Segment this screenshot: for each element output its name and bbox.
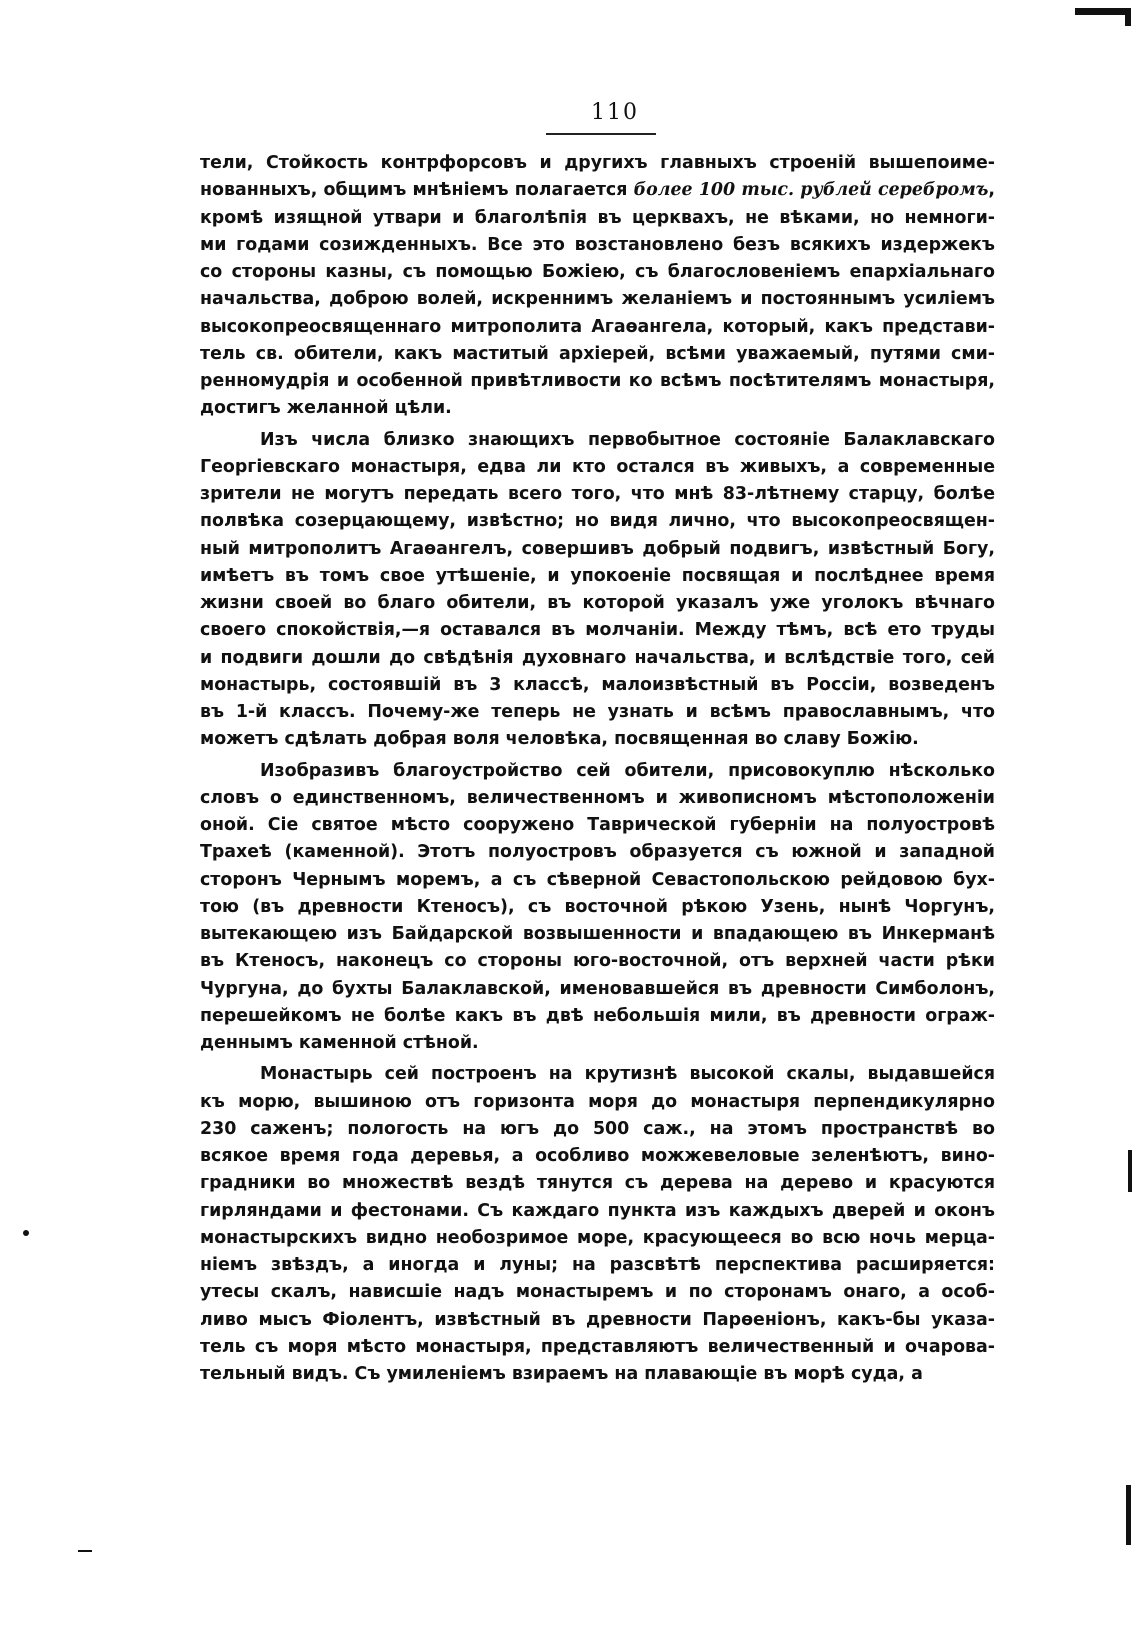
scan-artifact-left-dot — [23, 1230, 29, 1236]
text-line: тели, Стойкость контрфорсовъ и другихъ главныхъ строеній вышепоиме- — [200, 153, 995, 173]
text-line: 230 саженъ; пологость на югъ до 500 саж., на этомъ пространствѣ во — [200, 1118, 995, 1139]
text-line: полвѣка созерцающему, извѣстно; но видя лично, что высокопреосвящен- — [200, 511, 995, 532]
scan-artifact-top-right — [1075, 8, 1130, 15]
text-line: Трахеѣ (каменной). Этотъ полуостровъ образуется съ южной и западной — [200, 842, 995, 863]
text-line: ный митрополитъ Агаѳангелъ, совершивъ добрый подвигъ, извѣстный Богу, — [200, 538, 995, 559]
text-line: кромѣ изящной утвари и благолѣпія въ церквахъ, не вѣками, но немноги- — [200, 207, 995, 228]
scan-artifact-right-edge-1 — [1128, 1150, 1132, 1192]
page-number-rule — [546, 133, 656, 135]
text-line: градники во множествѣ вездѣ тянутся съ дерева на дерево и красуются — [200, 1173, 995, 1194]
text-line: въ Ктеносъ, наконецъ со стороны юго-восточной, отъ верхней части рѣки — [200, 951, 995, 972]
paragraph — [200, 150, 995, 423]
text-line: оной. Сіе святое мѣсто сооружено Таврической губерніи на полуостровѣ — [200, 815, 995, 835]
scan-artifact-right-edge-2 — [1126, 1485, 1131, 1545]
text-line: нованныхъ, общимъ мнѣніемъ полагается более 100 тыс. рублей серебромъ, — [200, 180, 995, 201]
text-line: ми годами созижденныхъ. Все это возстановлено безъ всякихъ издержекъ — [200, 234, 995, 255]
scan-artifact-top-right-tick — [1125, 8, 1131, 26]
page-number: 110 — [591, 100, 639, 125]
scan-artifact-bottom-left — [78, 1550, 92, 1552]
paragraph — [200, 427, 995, 754]
text-line: можетъ сдѣлать добрая воля человѣка, посвященная во славу Божію. — [200, 729, 919, 750]
text-line: деннымъ каменной стѣной. — [200, 1033, 479, 1053]
text-line: тою (въ древности Ктеносъ), съ восточной рѣкою Узень, нынѣ Чоргунъ, — [200, 896, 995, 917]
text-line: ливо мысъ Фіолентъ, извѣстный въ древности Парѳеніонъ, какъ-бы указа- — [200, 1309, 995, 1330]
text-line: перешейкомъ не болѣе какъ въ двѣ небольшія мили, въ древности oграж- — [200, 1005, 995, 1026]
text-line: своего спокойствія,—я оставался въ молчаніи. Между тѣмъ, всѣ ето труды — [200, 620, 995, 641]
text-line: ніемъ звѣздъ, а иногда и луны; на разсвѣтѣ перспектива расширяется: — [200, 1255, 995, 1275]
paragraph — [200, 1061, 995, 1388]
text-line: начальства, доброю волей, искреннимъ желаніемъ и постояннымъ усиліемъ — [200, 289, 995, 310]
text-line: словъ о единственномъ, величественномъ и живописномъ мѣстоположеніи — [200, 787, 995, 808]
text-line: всякое время года деревья, а особливо можжевеловые зеленѣютъ, вино- — [200, 1146, 995, 1166]
text-line: достигъ желанной цѣли. — [200, 398, 452, 419]
text-line: тельный видъ. Съ умиленіемъ взираемъ на плавающіе въ морѣ суда, а — [200, 1364, 923, 1384]
text-line: Георгіевскаго монастыря, едва ли кто остался въ живыхъ, а современные — [200, 456, 995, 477]
text-line: Монастырь сей построенъ на крутизнѣ высокой скалы, выдавшейся — [260, 1064, 995, 1085]
text-line: Чургуна, до бухты Балаклавской, именовавшейся въ древности Симболонъ, — [200, 978, 995, 999]
text-line: ренномудрія и особенной привѣтливости ко всѣмъ посѣтителямъ монастыря, — [200, 371, 995, 391]
text-line: гирляндами и фестонами. Съ каждаго пункта изъ каждыхъ дверей и оконъ — [200, 1200, 995, 1221]
text-line: монастырь, состоявшій въ 3 классѣ, малоизвѣстный въ Россіи, возведенъ — [200, 674, 995, 695]
text-line: вытекающею изъ Байдарской возвышенности и впадающею въ Инкерманѣ — [200, 924, 995, 944]
text-line: сторонъ Чернымъ моремъ, а съ сѣверной Севастопольскою рейдовою бух- — [200, 869, 995, 890]
text-line: утесы скалъ, нависшіе надъ монастыремъ и по сторонамъ онаго, а особ- — [200, 1282, 995, 1303]
text-line: въ 1-й классъ. Почему-же теперь не узнать и всѣмъ православнымъ, что — [200, 702, 995, 722]
text-line: тель съ моря мѣсто монастыря, представляютъ величественный и очарова- — [200, 1336, 995, 1357]
text-line: тель св. обители, какъ маститый архіерей, всѣми уважаемый, путями сми- — [200, 343, 995, 364]
text-line: и подвиги дошли до свѣдѣнія духовнаго начальства, и вслѣдствіе того, сей — [200, 647, 995, 668]
text-line: зрители не могутъ передать всего того, что мнѣ 83-лѣтнему старцу, болѣе — [200, 484, 995, 504]
body-text — [200, 150, 995, 1392]
text-line: имѣетъ въ томъ свое утѣшеніе, и упокоеніе посвящая и послѣднее время — [200, 565, 995, 586]
text-line: монастырскихъ видно необозримое море, красующееся во всю ночь мерца- — [200, 1227, 995, 1248]
text-line: высокопреосвященнаго митрополита Агаѳангела, который, какъ представи- — [200, 316, 995, 337]
text-line: къ морю, вышиною отъ горизонта моря до монастыря перпендикулярно — [200, 1091, 995, 1112]
text-line: Изобразивъ благоустройство сей обители, присовокуплю нѣсколько — [260, 760, 995, 781]
paragraph — [200, 758, 995, 1058]
text-line: Изъ числа близко знающихъ первобытное состояніе Балаклавскаго — [260, 429, 995, 450]
text-line: жизни своей во благо обители, въ которой указалъ уже уголокъ вѣчнаго — [200, 593, 995, 613]
text-line: со стороны казны, съ помощью Божіею, съ благословеніемъ епархіальнаго — [200, 262, 995, 282]
